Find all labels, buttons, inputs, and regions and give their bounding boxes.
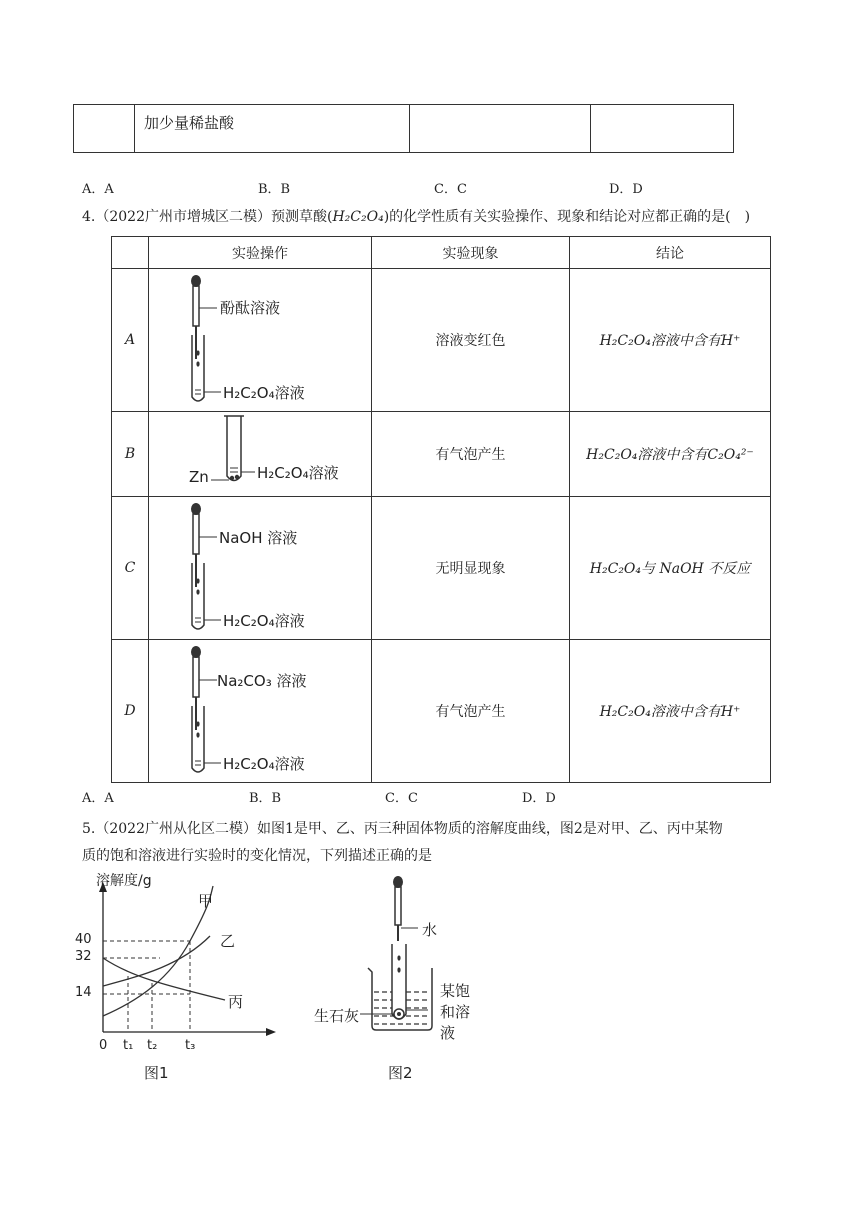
q4-stem-formula: H₂C₂O₄ bbox=[332, 209, 384, 225]
header-operation: 实验操作 bbox=[149, 237, 372, 269]
fig1-xtick: t₂ bbox=[147, 1038, 158, 1053]
dropper-label: 酚酞溶液 bbox=[220, 299, 281, 317]
solubility-chart bbox=[70, 868, 290, 1088]
table-row bbox=[112, 269, 771, 412]
row-letter: B bbox=[112, 412, 149, 497]
q4-stem-prefix: 4.（2022广州市增城区二模）预测草酸( bbox=[82, 209, 333, 225]
dropper-icon bbox=[393, 876, 418, 941]
fig1-curve-label: 乙 bbox=[220, 932, 236, 950]
header-empty bbox=[112, 237, 149, 269]
conclusion-cell: H₂C₂O₄溶液中含有C₂O₄²⁻ bbox=[570, 412, 771, 497]
tube-label: H₂C₂O₄溶液 bbox=[257, 464, 339, 482]
curve-yi bbox=[103, 936, 210, 986]
q5-stem-line1: 5.（2022广州从化区二模）如图1是甲、乙、丙三种固体物质的溶解度曲线，图2是对甲、乙、丙中某物 bbox=[82, 821, 723, 837]
figure-2 bbox=[310, 874, 480, 1088]
q5-stem-line2: 质的饱和溶液进行实验时的变化情况，下列描述正确的是 bbox=[82, 848, 432, 864]
phenomenon-cell: 无明显现象 bbox=[372, 497, 570, 640]
q4-option-c[interactable]: C．C bbox=[385, 791, 418, 806]
q4-option-d[interactable]: D．D bbox=[522, 791, 556, 806]
fig2-solution-label: 液 bbox=[440, 1024, 456, 1042]
dropper-label: NaOH 溶液 bbox=[219, 529, 298, 547]
fig1-ytick: 32 bbox=[75, 949, 92, 964]
fig1-xtick: t₃ bbox=[185, 1038, 196, 1053]
tube-label: H₂C₂O₄溶液 bbox=[223, 755, 305, 773]
q4-table bbox=[111, 236, 771, 783]
q3-operation-cell bbox=[135, 105, 410, 153]
fig2-solution-label: 和溶 bbox=[440, 1003, 471, 1021]
fig1-ytick: 40 bbox=[75, 932, 92, 947]
fig1-curve-label: 丙 bbox=[228, 993, 244, 1011]
table-row bbox=[74, 105, 734, 153]
conclusion-cell: H₂C₂O₄与 NaOH 不反应 bbox=[570, 497, 771, 640]
fig1-xtick: t₁ bbox=[123, 1038, 134, 1053]
test-tube-icon bbox=[211, 416, 255, 481]
zinc-tube-diagram bbox=[149, 412, 371, 496]
q3-option-a[interactable]: A．A bbox=[82, 182, 114, 197]
header-phenomenon: 实验现象 bbox=[372, 237, 570, 269]
tube-label: H₂C₂O₄溶液 bbox=[223, 384, 305, 402]
table-header-row bbox=[112, 237, 771, 269]
fig2-water-label: 水 bbox=[422, 921, 438, 939]
q4-stem bbox=[82, 206, 750, 226]
operation-diagram-c bbox=[149, 497, 372, 640]
table-row bbox=[112, 497, 771, 640]
fig1-caption: 图1 bbox=[144, 1064, 169, 1082]
fig1-origin: 0 bbox=[99, 1038, 108, 1053]
q3-cell-empty bbox=[74, 105, 135, 153]
tube-label: H₂C₂O₄溶液 bbox=[223, 612, 305, 630]
fig1-ytick: 14 bbox=[75, 985, 92, 1000]
conclusion-cell: H₂C₂O₄溶液中含有H⁺ bbox=[570, 269, 771, 412]
header-conclusion: 结论 bbox=[570, 237, 771, 269]
figure-1 bbox=[70, 868, 290, 1088]
curve-jia bbox=[103, 886, 213, 1016]
row-letter: D bbox=[112, 640, 149, 783]
q3-conclusion-cell bbox=[591, 105, 734, 153]
phenomenon-cell: 有气泡产生 bbox=[372, 412, 570, 497]
q3-phenomenon-cell bbox=[410, 105, 591, 153]
fig2-lime-label: 生石灰 bbox=[314, 1007, 360, 1025]
q4-option-a[interactable]: A．A bbox=[82, 791, 114, 806]
operation-diagram-a bbox=[149, 269, 372, 412]
fig1-ylabel: 溶解度/g bbox=[96, 873, 152, 889]
dropper-label: Na₂CO₃ 溶液 bbox=[217, 672, 307, 690]
q3-option-c[interactable]: C．C bbox=[434, 182, 467, 197]
fig2-caption: 图2 bbox=[388, 1064, 413, 1082]
fig2-solution-label: 某饱 bbox=[440, 982, 471, 1000]
fig1-curve-label: 甲 bbox=[198, 892, 214, 910]
phenomenon-cell: 有气泡产生 bbox=[372, 640, 570, 783]
conclusion-cell: H₂C₂O₄溶液中含有H⁺ bbox=[570, 640, 771, 783]
table-row bbox=[112, 412, 771, 497]
q3-table bbox=[73, 104, 734, 153]
q4-option-b[interactable]: B．B bbox=[249, 791, 282, 806]
phenomenon-cell: 溶液变红色 bbox=[372, 269, 570, 412]
table-row bbox=[112, 640, 771, 783]
test-tube-icon bbox=[392, 944, 406, 1019]
row-letter: C bbox=[112, 497, 149, 640]
operation-diagram-d bbox=[149, 640, 372, 783]
q3-option-d[interactable]: D．D bbox=[609, 182, 643, 197]
zinc-label: Zn bbox=[189, 468, 209, 486]
row-letter: A bbox=[112, 269, 149, 412]
q3-operation-text: 加少量稀盐酸 bbox=[144, 114, 235, 132]
curve-bing bbox=[103, 958, 225, 1000]
operation-diagram-b bbox=[149, 412, 372, 497]
q4-stem-suffix: )的化学性质有关实验操作、现象和结论对应都正确的是( ) bbox=[383, 209, 751, 225]
q3-option-b[interactable]: B．B bbox=[258, 182, 291, 197]
